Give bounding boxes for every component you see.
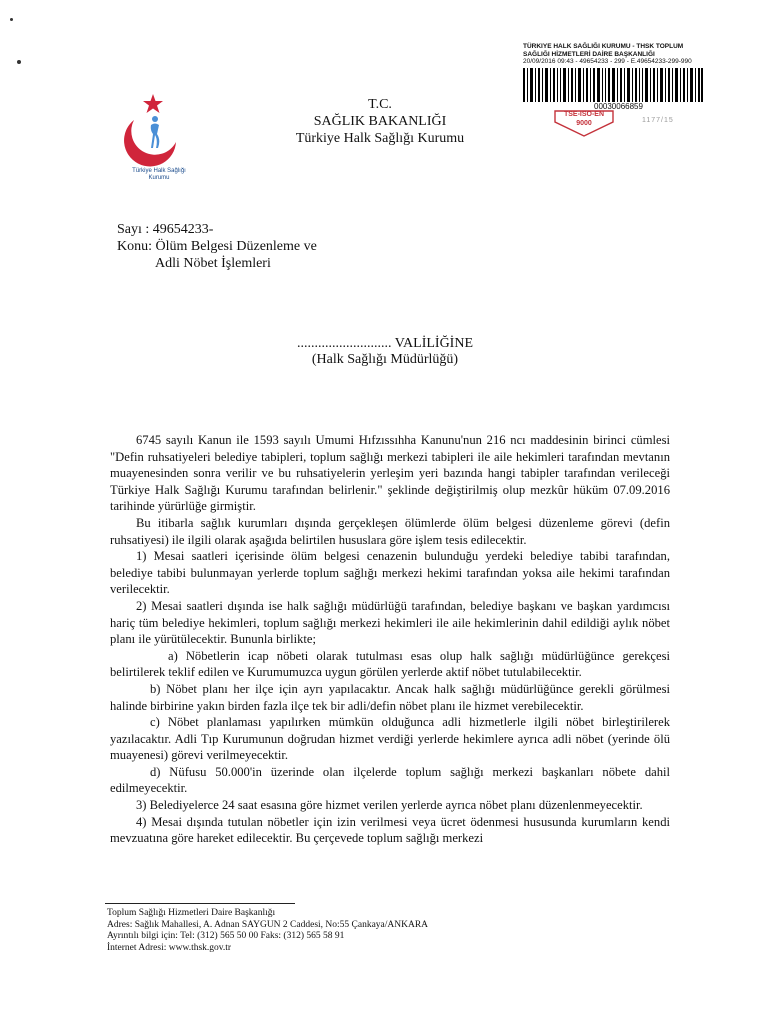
item-1-working-hours: 1) Mesai saatleri içerisinde ölüm belgesi cenazenin bulunduğu yerdeki belediye tabibi tarafından, belediye tabibi bulunmayan yerlerde toplum sağlığı merkezi hekimi tarafından yoksa aile hekimi tarafından verilecektir. — [110, 549, 670, 597]
thsk-logo — [120, 92, 190, 178]
reference-number: Sayı : 49654233- — [117, 222, 214, 237]
scan-speck — [10, 18, 13, 21]
addressee-department: (Halk Sağlığı Müdürlüğü) — [311, 352, 459, 367]
item-2b: b) Nöbet planı her ilçe için ayrı yapılacaktır. Ancak halk sağlığı müdürlüğünce gerekli görülmesi halinde birbirine yakın birden fazla ilçe tek bir adli/defin nöbet planı ile hizmet verebilecektir. — [110, 681, 670, 713]
item-2c: c) Nöbet planlaması yapılırken mümkün olduğunca adli hizmetlerle ilgili nöbet birleştirilerek yazılacaktır. Adli Tıp Kurumunun doğrudan hizmet verdiği yerlerde hekimlere ayrıca adli nöbet (yerinde ölü muayenesi) görevi verilmeyecektir. — [110, 715, 670, 763]
footer-department: Toplum Sağlığı Hizmetleri Daire Başkanlığı — [107, 908, 276, 918]
logo-caption — [114, 168, 204, 182]
tse-line2: 9000 — [576, 120, 592, 127]
addressee: ........................... VALİLİĞİNE — [296, 336, 474, 351]
footer-website: İnternet Adresi: www.thsk.gov.tr — [107, 942, 232, 953]
item-2d: d) Nüfusu 50.000'in üzerinde olan ilçelerde toplum sağlığı merkezi başkanları nöbete dahil edilmeyecektir. — [110, 764, 670, 796]
item-4-leave-pay: 4) Mesai dışında tutulan nöbetler için izin verilmesi veya ücret ödenmesi hususunda kurumların kendi mevzuatına göre hareket edilecektir. Bu çerçevede toplum sağlığı merkezi — [110, 814, 670, 846]
subject-line1: Konu: Ölüm Belgesi Düzenleme ve — [117, 239, 317, 254]
header-agency: Türkiye Halk Sağlığı Kurumu — [295, 131, 465, 146]
footer-phone: Ayrıntılı bilgi için: Tel: (312) 565 50 00 Faks: (312) 565 58 91 — [107, 931, 345, 941]
barcode-number: 00030066859 — [594, 102, 643, 111]
item-2-after-hours: 2) Mesai saatleri dışında ise halk sağlığı müdürlüğü tarafından, belediye başkanı ve başkan yardımcısı hariç tüm belediye hekimleri, toplum sağlığı merkezi hekimleri ile aile hekimlerinin dahil edildiği aylık nöbet planı ile yürütülecektir. Bununla birlikte; — [110, 598, 670, 647]
footer — [107, 908, 428, 954]
item-3-24h: 3) Belediyelerce 24 saat esasına göre hizmet verilen yerlerde ayrıca nöbet planı düzenlenmeyecektir. — [136, 798, 643, 813]
logo-caption-line1: Türkiye Halk Sağlığı — [132, 168, 186, 174]
tse-badge-text — [559, 110, 609, 128]
item-2a: a) Nöbetlerin icap nöbeti olarak tutulması esas olup halk sağlığı müdürlüğünce gerekçesi belirtilerek teklif edilen ve Kurumumuzca uygun görülen yerlerde aktif nöbet tutulabilecektir. — [110, 648, 670, 680]
paragraph-law-change: 6745 sayılı Kanun ile 1593 sayılı Umumi Hıfzıssıhha Kanunu'nun 216 ncı maddesinin birinci cümlesi "Defin ruhsatiyeleri belediye tabipleri, toplum sağlığı merkezi tabipleri ile aile hekimleri tarafından mevtanın muayenesinden sonra verilir ve bu ruhsatiyelerin yerleşim yeri bazında hangi tabipler tarafından verileceği Türkiye Halk Sağlığı Kurumu tarafından belirlenir." şeklinde değiştirilmiş olup mezkûr hüküm 07.09.2016 tarihinde yürürlüğe girmiştir. — [110, 433, 670, 514]
tse-line1: TSE-ISO-EN — [563, 111, 605, 118]
subject-line2: Adli Nöbet İşlemleri — [155, 256, 271, 271]
header-ministry: SAĞLIK BAKANLIĞI — [313, 114, 447, 129]
logo-caption-line2: Kurumu — [148, 175, 170, 181]
faint-stamp-mark: 1177/15 — [642, 117, 674, 124]
stamp-org-line2: SAĞLIĞI HİZMETLERİ DAİRE BAŞKANLIĞI — [523, 50, 655, 58]
header-tc: T.C. — [368, 97, 392, 112]
footer-divider — [105, 903, 295, 904]
document-stamp — [523, 43, 733, 66]
barcode — [523, 68, 703, 102]
stamp-ref-line: 20/09/2016 09:43 - 49654233 - 299 - E.49654233-299-990 — [523, 58, 692, 65]
stamp-org-line1: TÜRKIYE HALK SAĞLIĞI KURUMU - THSK TOPLUM — [523, 43, 684, 50]
scan-speck — [17, 60, 21, 64]
paragraph-procedure: Bu itibarla sağlık kurumları dışında gerçekleşen ölümlerde ölüm belgesi düzenleme görevi (defin ruhsatiyesi) ile ilgili olarak aşağıda belirtilen hususlara göre işlem tesis edilecektir. — [110, 515, 670, 547]
footer-address: Adres: Sağlık Mahallesi, A. Adnan SAYGUN 2 Caddesi, No:55 Çankaya/ANKARA — [107, 919, 429, 930]
letter-body — [110, 432, 670, 847]
